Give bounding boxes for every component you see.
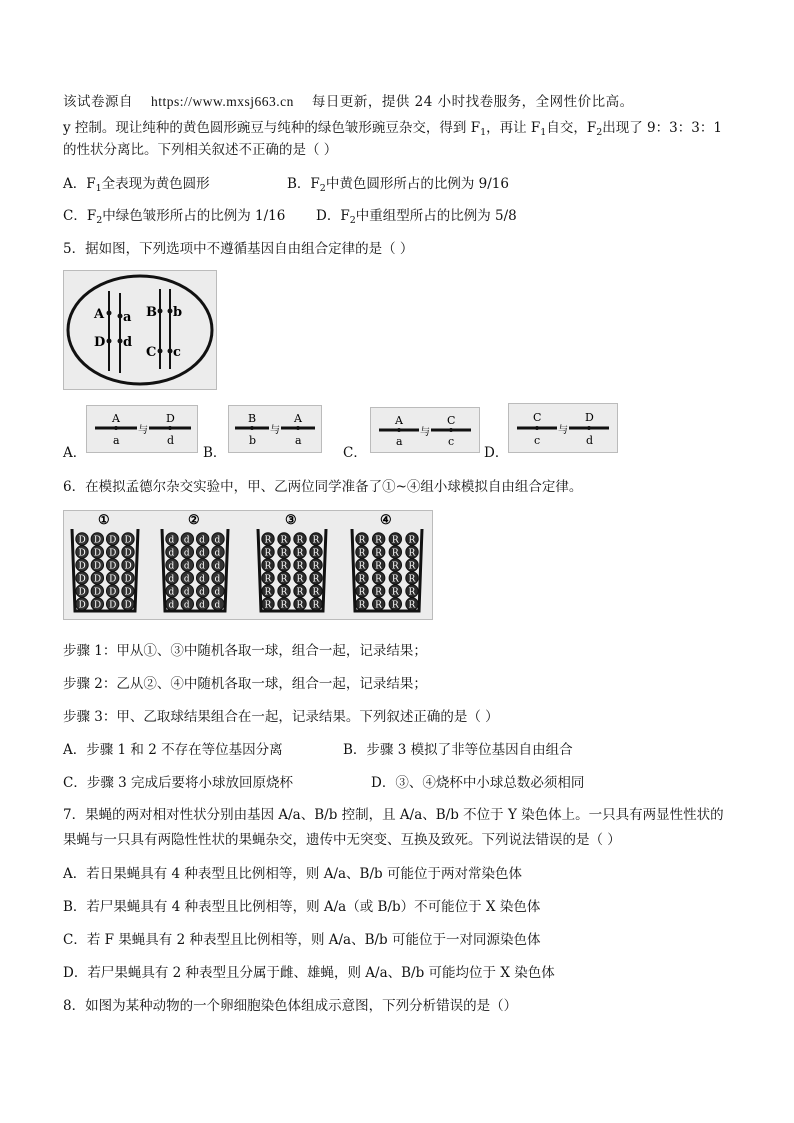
- svg-text:与: 与: [558, 425, 568, 436]
- gene-A: A: [94, 307, 105, 322]
- q7-option-d[interactable]: D．若尸果蝇具有 2 种表型且分属于雌、雄蝇，则 A/a、B/b 可能均位于 X 染色体: [63, 965, 555, 981]
- q5-option-a-figure[interactable]: [86, 405, 198, 453]
- ball-letter: R: [358, 561, 366, 572]
- ball-letter: R: [358, 574, 366, 585]
- ball-letter: d: [214, 548, 221, 559]
- q5-option-d-figure[interactable]: [508, 403, 618, 453]
- ball-letter: D: [78, 535, 86, 546]
- q4-stem-line1: y 控制。现让纯种的黄色圆形豌豆与纯种的绿色皱形豌豆杂交，得到 $F_1$，再让 $F_1$自交，$F_2$出现了 9：3：3：1: [63, 120, 722, 138]
- ball-letter: R: [358, 535, 366, 546]
- ball-letter: R: [264, 574, 272, 585]
- beaker-4: [352, 513, 422, 611]
- ball-letter: d: [168, 574, 175, 585]
- q4-option-d[interactable]: D．$F_2$中重组型所占的比例为 5/8: [316, 208, 517, 226]
- beaker-label: ③: [285, 513, 297, 528]
- ball-letter: d: [199, 574, 205, 585]
- ball-letter: R: [312, 587, 320, 598]
- ball-letter: D: [93, 587, 102, 598]
- ball-letter: d: [199, 600, 205, 611]
- beaker-label: ④: [380, 513, 392, 528]
- ball-letter: D: [78, 574, 86, 585]
- svg-text:d: d: [586, 434, 594, 447]
- ball-letter: d: [214, 561, 221, 572]
- ball-letter: R: [391, 600, 399, 611]
- ball-letter: R: [312, 574, 320, 585]
- ball-letter: R: [358, 600, 366, 611]
- ball-letter: D: [109, 561, 117, 572]
- ball-letter: d: [183, 587, 190, 598]
- svg-text:a: a: [295, 434, 302, 447]
- gene-D: D: [94, 335, 106, 350]
- ball-letter: D: [78, 548, 86, 559]
- ball-letter: R: [312, 535, 320, 546]
- ball-letter: R: [391, 535, 399, 546]
- gene-B: B: [146, 305, 157, 320]
- ball-letter: d: [183, 561, 190, 572]
- beaker-label: ②: [188, 513, 200, 528]
- svg-text:A: A: [294, 412, 302, 425]
- q5-option-c-label[interactable]: C．: [343, 445, 367, 461]
- svg-text:d: d: [167, 434, 175, 447]
- q7-stem-line1: 7．果蝇的两对相对性状分别由基因 A/a、B/b 控制，且 A/a、B/b 不位于 Y 染色体上。一只具有两显性性状的: [63, 807, 724, 823]
- svg-text:与: 与: [270, 425, 280, 436]
- ball-letter: R: [296, 548, 304, 559]
- ball-letter: D: [109, 587, 117, 598]
- ball-letter: D: [78, 561, 86, 572]
- ball-letter: R: [375, 535, 382, 546]
- ball-letter: d: [214, 600, 221, 611]
- ball-letter: D: [124, 535, 132, 546]
- svg-text:A: A: [112, 412, 120, 425]
- ball-letter: d: [168, 548, 175, 559]
- source-prefix: 该试卷源自: [63, 94, 133, 110]
- ball-letter: d: [183, 535, 190, 546]
- ball-letter: D: [109, 574, 117, 585]
- ball-letter: R: [408, 574, 416, 585]
- q6-option-c[interactable]: C．步骤 3 完成后要将小球放回原烧杯: [63, 775, 294, 791]
- ball-letter: D: [109, 600, 117, 611]
- ball-letter: R: [391, 561, 399, 572]
- svg-text:b: b: [249, 434, 257, 447]
- q4-option-a[interactable]: A．$F_1$全表现为黄色圆形: [63, 176, 210, 194]
- ball-letter: R: [391, 574, 399, 585]
- ball-letter: D: [93, 535, 102, 546]
- ball-letter: d: [168, 587, 175, 598]
- q5-option-c-figure[interactable]: [370, 407, 480, 453]
- ball-letter: d: [199, 561, 205, 572]
- gene-b: b: [173, 305, 183, 320]
- ball-letter: R: [280, 587, 288, 598]
- q7-option-b[interactable]: B．若尸果蝇具有 4 种表型且比例相等，则 A/a（或 B/b）不可能位于 X 染色体: [63, 899, 541, 915]
- gene-a: a: [123, 310, 132, 325]
- q7-stem-line2: 果蝇与一只具有两隐性性状的果蝇杂交，遗传中无突变、互换及致死。下列说法错误的是（ ）: [63, 832, 621, 848]
- ball-letter: R: [280, 548, 288, 559]
- q7-option-a[interactable]: A．若日果蝇具有 4 种表型且比例相等，则 A/a、B/b 可能位于两对常染色体: [63, 866, 522, 882]
- ball-letter: R: [391, 587, 399, 598]
- q5-option-b-figure[interactable]: [228, 405, 322, 453]
- ball-letter: D: [124, 587, 132, 598]
- gene-d: d: [123, 335, 133, 350]
- ball-letter: R: [408, 587, 416, 598]
- ball-letter: d: [214, 574, 221, 585]
- q6-step1: 步骤 1：甲从①、③中随机各取一球，组合一起，记录结果；: [63, 643, 427, 659]
- ball-letter: D: [78, 600, 86, 611]
- svg-text:a: a: [396, 435, 403, 448]
- q6-option-b[interactable]: B．步骤 3 模拟了非等位基因自由组合: [343, 742, 573, 758]
- svg-text:B: B: [248, 412, 257, 425]
- ball-letter: d: [199, 535, 205, 546]
- cell-diagram: [64, 271, 216, 389]
- q4-stem-line2: 的性状分离比。下列相关叙述不正确的是（ ）: [63, 142, 338, 158]
- cell-membrane: [68, 276, 212, 384]
- ball-letter: R: [358, 548, 366, 559]
- ball-letter: R: [280, 535, 288, 546]
- gene-c: c: [173, 345, 181, 360]
- ball-letter: R: [375, 548, 382, 559]
- svg-text:a: a: [113, 434, 120, 447]
- ball-letter: D: [109, 535, 117, 546]
- ball-letter: R: [264, 587, 272, 598]
- ball-letter: R: [280, 574, 288, 585]
- ball-letter: d: [199, 548, 205, 559]
- ball-letter: R: [375, 587, 382, 598]
- svg-text:A: A: [395, 414, 403, 427]
- q7-option-c[interactable]: C．若 F 果蝇具有 2 种表型且比例相等，则 A/a、B/b 可能位于一对同源染色体: [63, 932, 541, 948]
- ball-letter: R: [408, 600, 416, 611]
- ball-letter: D: [109, 548, 117, 559]
- ball-letter: R: [408, 548, 416, 559]
- q5-stem: 5．据如图，下列选项中不遵循基因自由组合定律的是（ ）: [63, 241, 414, 257]
- ball-letter: R: [375, 600, 382, 611]
- ball-letter: d: [214, 587, 221, 598]
- ball-letter: D: [93, 574, 102, 585]
- q6-beakers-figure: [63, 510, 433, 620]
- ball-letter: R: [296, 561, 304, 572]
- ball-letter: D: [124, 548, 132, 559]
- q8-stem: 8．如图为某种动物的一个卵细胞染色体组成示意图，下列分析错误的是（）: [63, 998, 518, 1014]
- source-suffix: 每日更新，提供 24 小时找卷服务，全网性价比高。: [311, 94, 634, 110]
- ball-letter: d: [214, 535, 221, 546]
- ball-letter: d: [183, 574, 190, 585]
- svg-text:D: D: [166, 412, 175, 425]
- ball-letter: R: [296, 587, 304, 598]
- source-url[interactable]: https://www.mxsj663.cn: [151, 94, 294, 109]
- ball-letter: D: [78, 587, 86, 598]
- beakers-diagram: [64, 511, 432, 619]
- ball-letter: R: [375, 561, 382, 572]
- svg-text:C: C: [447, 414, 456, 427]
- ball-letter: d: [168, 535, 175, 546]
- svg-text:c: c: [534, 434, 541, 447]
- beaker-1: [72, 513, 138, 611]
- ball-letter: R: [312, 600, 320, 611]
- svg-text:c: c: [448, 435, 455, 448]
- q4-option-b[interactable]: B．$F_2$中黄色圆形所占的比例为 9/16: [287, 176, 509, 194]
- svg-text:D: D: [585, 411, 594, 424]
- ball-letter: R: [375, 574, 382, 585]
- beaker-label: ①: [98, 513, 110, 528]
- ball-letter: R: [264, 535, 272, 546]
- ball-letter: d: [199, 587, 205, 598]
- q6-stem: 6．在模拟孟德尔杂交实验中，甲、乙两位同学准备了①~④组小球模拟自由组合定律。: [63, 479, 583, 495]
- ball-letter: D: [93, 600, 102, 611]
- ball-letter: d: [168, 600, 175, 611]
- beaker-3: [258, 513, 326, 611]
- q6-step3: 步骤 3：甲、乙取球结果组合在一起，记录结果。下列叙述正确的是（ ）: [63, 709, 499, 725]
- ball-letter: R: [408, 535, 416, 546]
- q6-option-d[interactable]: D．③、④烧杯中小球总数必须相同: [371, 775, 585, 791]
- ball-letter: R: [264, 600, 272, 611]
- ball-letter: R: [296, 600, 304, 611]
- ball-letter: D: [93, 561, 102, 572]
- ball-letter: R: [358, 587, 366, 598]
- ball-letter: R: [264, 561, 272, 572]
- svg-text:与: 与: [138, 425, 148, 436]
- ball-letter: R: [296, 574, 304, 585]
- q6-option-a[interactable]: A．步骤 1 和 2 不存在等位基因分离: [63, 742, 283, 758]
- q5-option-b-label[interactable]: B．: [203, 445, 227, 461]
- ball-letter: R: [280, 600, 288, 611]
- ball-letter: R: [264, 548, 272, 559]
- q5-cell-figure: [63, 270, 217, 390]
- svg-text:与: 与: [420, 427, 430, 438]
- q5-option-a-label[interactable]: A．: [63, 445, 87, 461]
- ball-letter: R: [296, 535, 304, 546]
- ball-letter: R: [391, 548, 399, 559]
- ball-letter: D: [93, 548, 102, 559]
- ball-letter: D: [124, 561, 132, 572]
- svg-text:C: C: [533, 411, 542, 424]
- q6-step2: 步骤 2：乙从②、④中随机各取一球，组合一起，记录结果；: [63, 676, 427, 692]
- ball-letter: d: [183, 600, 190, 611]
- ball-letter: D: [124, 574, 132, 585]
- ball-letter: R: [280, 561, 288, 572]
- q5-option-d-label[interactable]: D．: [484, 445, 509, 461]
- gene-C: C: [146, 345, 157, 360]
- ball-letter: d: [183, 548, 190, 559]
- source-header: [63, 92, 634, 112]
- beaker-2: [162, 513, 228, 611]
- q4-option-c[interactable]: C．$F_2$中绿色皱形所占的比例为 1/16: [63, 208, 286, 226]
- ball-letter: R: [312, 548, 320, 559]
- ball-letter: d: [168, 561, 175, 572]
- ball-letter: D: [124, 600, 132, 611]
- ball-letter: R: [312, 561, 320, 572]
- ball-letter: R: [408, 561, 416, 572]
